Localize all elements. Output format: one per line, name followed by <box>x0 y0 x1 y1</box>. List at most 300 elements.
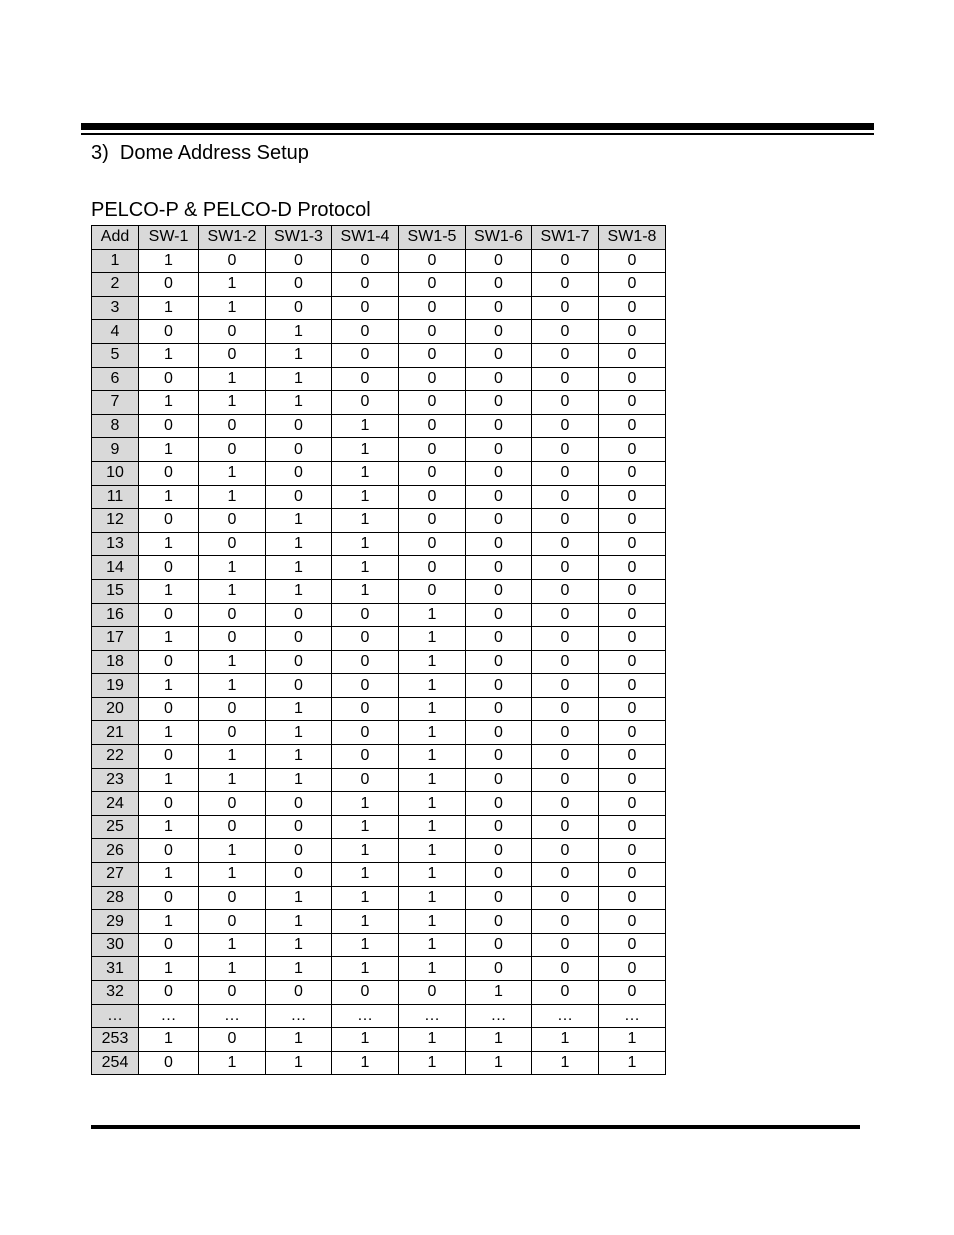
switch-cell: 0 <box>599 249 666 273</box>
column-header-sw1-4: SW1-4 <box>332 226 399 250</box>
switch-cell: 0 <box>599 815 666 839</box>
switch-cell: 1 <box>266 745 332 769</box>
switch-cell: 0 <box>199 627 266 651</box>
switch-cell: 1 <box>199 556 266 580</box>
switch-cell: 1 <box>332 863 399 887</box>
switch-cell: 0 <box>266 839 332 863</box>
switch-cell: 1 <box>139 1028 199 1052</box>
switch-cell: 0 <box>399 438 466 462</box>
switch-cell: 0 <box>532 579 599 603</box>
switch-cell: 0 <box>139 320 199 344</box>
switch-cell: 0 <box>466 414 532 438</box>
address-cell: 22 <box>92 745 139 769</box>
switch-cell: 0 <box>266 438 332 462</box>
column-header-sw1-8: SW1-8 <box>599 226 666 250</box>
table-row <box>92 296 666 320</box>
switch-cell: 0 <box>532 414 599 438</box>
switch-cell: 1 <box>466 981 532 1005</box>
switch-cell: 1 <box>399 886 466 910</box>
table-row <box>92 414 666 438</box>
switch-cell: 0 <box>532 603 599 627</box>
switch-cell: 1 <box>332 910 399 934</box>
switch-cell: 0 <box>399 249 466 273</box>
switch-cell: 0 <box>466 745 532 769</box>
switch-cell: 0 <box>599 721 666 745</box>
switch-cell: 1 <box>199 674 266 698</box>
switch-cell: 1 <box>399 815 466 839</box>
switch-cell: 0 <box>466 839 532 863</box>
switch-cell: 1 <box>139 343 199 367</box>
address-cell: 25 <box>92 815 139 839</box>
switch-cell: 0 <box>139 367 199 391</box>
switch-cell: 1 <box>332 461 399 485</box>
switch-cell: 1 <box>139 910 199 934</box>
switch-cell: 0 <box>466 674 532 698</box>
switch-cell: 0 <box>466 556 532 580</box>
switch-cell: 0 <box>532 367 599 391</box>
table-row <box>92 485 666 509</box>
switch-cell: … <box>199 1004 266 1028</box>
switch-cell: 0 <box>266 650 332 674</box>
switch-cell: 0 <box>466 627 532 651</box>
switch-cell: … <box>139 1004 199 1028</box>
table-row <box>92 981 666 1005</box>
switch-cell: 0 <box>466 391 532 415</box>
switch-cell: 0 <box>466 367 532 391</box>
switch-cell: 0 <box>599 509 666 533</box>
address-table <box>91 225 666 1075</box>
switch-cell: 1 <box>332 933 399 957</box>
switch-cell: 0 <box>399 391 466 415</box>
switch-cell: 0 <box>332 391 399 415</box>
switch-cell: 0 <box>332 745 399 769</box>
address-cell: 26 <box>92 839 139 863</box>
switch-cell: 0 <box>332 721 399 745</box>
switch-cell: 0 <box>199 249 266 273</box>
switch-cell: 1 <box>332 556 399 580</box>
switch-cell: 0 <box>599 273 666 297</box>
address-cell: 13 <box>92 532 139 556</box>
switch-cell: 0 <box>532 863 599 887</box>
table-row <box>92 792 666 816</box>
switch-cell: 0 <box>139 933 199 957</box>
column-header-sw1-5: SW1-5 <box>399 226 466 250</box>
switch-cell: 1 <box>266 1051 332 1075</box>
footer-rule <box>91 1125 860 1129</box>
table-caption: PELCO-P & PELCO-D Protocol <box>91 199 371 221</box>
switch-cell: 1 <box>199 957 266 981</box>
switch-cell: 0 <box>599 461 666 485</box>
switch-cell: 0 <box>599 745 666 769</box>
address-cell: 19 <box>92 674 139 698</box>
switch-cell: 1 <box>399 1051 466 1075</box>
switch-cell: 0 <box>532 745 599 769</box>
switch-cell: 1 <box>139 438 199 462</box>
switch-cell: 1 <box>199 579 266 603</box>
switch-cell: 0 <box>466 532 532 556</box>
switch-cell: 1 <box>139 579 199 603</box>
switch-cell: 0 <box>466 509 532 533</box>
switch-cell: 0 <box>532 343 599 367</box>
switch-cell: 1 <box>532 1028 599 1052</box>
switch-cell: 0 <box>399 414 466 438</box>
address-cell: 2 <box>92 273 139 297</box>
switch-cell: 1 <box>399 721 466 745</box>
switch-cell: 0 <box>139 981 199 1005</box>
table-row <box>92 863 666 887</box>
switch-cell: 1 <box>266 320 332 344</box>
switch-cell: 0 <box>599 886 666 910</box>
address-cell: 253 <box>92 1028 139 1052</box>
switch-cell: 0 <box>532 839 599 863</box>
switch-cell: 0 <box>466 933 532 957</box>
switch-cell: 0 <box>599 650 666 674</box>
switch-cell: 1 <box>332 414 399 438</box>
switch-cell: 0 <box>599 438 666 462</box>
switch-cell: 1 <box>199 485 266 509</box>
switch-cell: 1 <box>399 1028 466 1052</box>
address-cell: 30 <box>92 933 139 957</box>
switch-cell: 0 <box>532 249 599 273</box>
switch-cell: 0 <box>599 957 666 981</box>
switch-cell: 0 <box>532 697 599 721</box>
address-cell: … <box>92 1004 139 1028</box>
address-cell: 28 <box>92 886 139 910</box>
table-row <box>92 933 666 957</box>
switch-cell: 0 <box>139 603 199 627</box>
table-row <box>92 579 666 603</box>
switch-cell: 0 <box>599 768 666 792</box>
switch-cell: 1 <box>332 509 399 533</box>
switch-cell: 0 <box>266 414 332 438</box>
switch-cell: 0 <box>599 933 666 957</box>
switch-cell: 1 <box>139 815 199 839</box>
switch-cell: 1 <box>139 532 199 556</box>
switch-cell: 0 <box>466 485 532 509</box>
switch-cell: 1 <box>399 933 466 957</box>
address-cell: 14 <box>92 556 139 580</box>
switch-cell: 0 <box>532 320 599 344</box>
switch-cell: 0 <box>599 839 666 863</box>
switch-cell: 0 <box>532 532 599 556</box>
switch-cell: 0 <box>466 910 532 934</box>
switch-cell: 0 <box>332 296 399 320</box>
switch-cell: 0 <box>199 343 266 367</box>
switch-cell: 1 <box>199 650 266 674</box>
table-row <box>92 1004 666 1028</box>
switch-cell: 0 <box>266 981 332 1005</box>
switch-cell: 0 <box>466 886 532 910</box>
table-row <box>92 273 666 297</box>
switch-cell: 0 <box>599 296 666 320</box>
address-cell: 27 <box>92 863 139 887</box>
switch-cell: 1 <box>266 509 332 533</box>
switch-cell: 0 <box>599 320 666 344</box>
table-row <box>92 1051 666 1075</box>
address-cell: 24 <box>92 792 139 816</box>
table-body <box>92 249 666 1075</box>
switch-cell: 1 <box>599 1028 666 1052</box>
switch-cell: 1 <box>332 839 399 863</box>
switch-cell: 0 <box>266 485 332 509</box>
switch-cell: 1 <box>266 886 332 910</box>
switch-cell: 1 <box>199 863 266 887</box>
table-row <box>92 509 666 533</box>
address-cell: 32 <box>92 981 139 1005</box>
switch-cell: 1 <box>266 532 332 556</box>
switch-cell: 0 <box>532 933 599 957</box>
switch-cell: 1 <box>139 721 199 745</box>
switch-cell: 0 <box>199 603 266 627</box>
switch-cell: 0 <box>399 320 466 344</box>
switch-cell: 0 <box>599 556 666 580</box>
switch-cell: 0 <box>466 296 532 320</box>
switch-cell: 1 <box>399 863 466 887</box>
switch-cell: 1 <box>199 745 266 769</box>
switch-cell: 0 <box>466 273 532 297</box>
switch-cell: 0 <box>532 981 599 1005</box>
switch-cell: 0 <box>466 343 532 367</box>
switch-cell: 1 <box>266 367 332 391</box>
switch-cell: 1 <box>332 815 399 839</box>
switch-cell: 0 <box>399 461 466 485</box>
address-cell: 7 <box>92 391 139 415</box>
address-cell: 31 <box>92 957 139 981</box>
switch-cell: 1 <box>199 839 266 863</box>
switch-cell: 1 <box>399 768 466 792</box>
switch-cell: 0 <box>599 485 666 509</box>
column-header-sw1-2: SW1-2 <box>199 226 266 250</box>
switch-cell: 0 <box>266 815 332 839</box>
switch-cell: 0 <box>532 438 599 462</box>
switch-cell: 0 <box>532 391 599 415</box>
switch-cell: 1 <box>266 933 332 957</box>
switch-cell: 0 <box>332 768 399 792</box>
switch-cell: 1 <box>266 957 332 981</box>
switch-cell: 0 <box>466 461 532 485</box>
switch-cell: … <box>466 1004 532 1028</box>
switch-cell: 0 <box>599 627 666 651</box>
switch-cell: 0 <box>532 650 599 674</box>
switch-cell: 1 <box>332 792 399 816</box>
table-row <box>92 886 666 910</box>
switch-cell: 0 <box>139 792 199 816</box>
switch-cell: 1 <box>399 603 466 627</box>
switch-cell: 0 <box>466 249 532 273</box>
switch-cell: 1 <box>332 532 399 556</box>
switch-cell: 1 <box>332 886 399 910</box>
address-cell: 29 <box>92 910 139 934</box>
switch-cell: 1 <box>266 391 332 415</box>
switch-cell: 0 <box>399 485 466 509</box>
switch-cell: 1 <box>332 1028 399 1052</box>
column-header-sw1-7: SW1-7 <box>532 226 599 250</box>
switch-cell: 0 <box>532 674 599 698</box>
switch-cell: 0 <box>199 792 266 816</box>
switch-cell: 1 <box>199 367 266 391</box>
switch-cell: 1 <box>332 1051 399 1075</box>
switch-cell: 0 <box>532 556 599 580</box>
switch-cell: 0 <box>139 886 199 910</box>
switch-cell: 0 <box>139 697 199 721</box>
table-row <box>92 957 666 981</box>
table-row <box>92 343 666 367</box>
switch-cell: 0 <box>332 650 399 674</box>
switch-cell: 0 <box>199 910 266 934</box>
table-row <box>92 627 666 651</box>
switch-cell: 1 <box>139 674 199 698</box>
address-cell: 3 <box>92 296 139 320</box>
table-row <box>92 674 666 698</box>
address-cell: 10 <box>92 461 139 485</box>
switch-cell: 0 <box>332 320 399 344</box>
switch-cell: 0 <box>399 343 466 367</box>
switch-cell: 1 <box>466 1028 532 1052</box>
switch-cell: 0 <box>399 981 466 1005</box>
switch-cell: … <box>266 1004 332 1028</box>
column-header-sw1: SW-1 <box>139 226 199 250</box>
switch-cell: 0 <box>332 603 399 627</box>
switch-cell: 0 <box>139 745 199 769</box>
switch-cell: 0 <box>599 792 666 816</box>
switch-cell: 0 <box>266 674 332 698</box>
switch-cell: 0 <box>399 509 466 533</box>
switch-cell: 1 <box>532 1051 599 1075</box>
table-row <box>92 768 666 792</box>
switch-cell: 1 <box>199 933 266 957</box>
switch-cell: 0 <box>199 815 266 839</box>
switch-cell: 0 <box>332 697 399 721</box>
address-cell: 23 <box>92 768 139 792</box>
switch-cell: 0 <box>466 815 532 839</box>
table-row <box>92 367 666 391</box>
address-cell: 21 <box>92 721 139 745</box>
switch-cell: 1 <box>266 579 332 603</box>
switch-cell: 1 <box>399 957 466 981</box>
switch-cell: 0 <box>139 839 199 863</box>
table-header-row <box>92 226 666 250</box>
switch-cell: 1 <box>139 391 199 415</box>
switch-cell: 0 <box>532 957 599 981</box>
address-cell: 9 <box>92 438 139 462</box>
switch-cell: 0 <box>599 910 666 934</box>
address-cell: 17 <box>92 627 139 651</box>
switch-cell: 0 <box>532 721 599 745</box>
switch-cell: 0 <box>266 461 332 485</box>
switch-cell: 0 <box>532 627 599 651</box>
switch-cell: 0 <box>599 603 666 627</box>
switch-cell: 0 <box>399 556 466 580</box>
switch-cell: 0 <box>139 273 199 297</box>
switch-cell: 1 <box>399 745 466 769</box>
table-row <box>92 815 666 839</box>
switch-cell: 0 <box>199 981 266 1005</box>
switch-cell: 0 <box>399 296 466 320</box>
switch-cell: 0 <box>266 249 332 273</box>
switch-cell: 0 <box>466 792 532 816</box>
switch-cell: 1 <box>399 650 466 674</box>
address-cell: 16 <box>92 603 139 627</box>
switch-cell: 1 <box>139 296 199 320</box>
switch-cell: 1 <box>139 485 199 509</box>
switch-cell: 1 <box>139 768 199 792</box>
switch-cell: 0 <box>199 697 266 721</box>
table-row <box>92 721 666 745</box>
switch-cell: 1 <box>199 461 266 485</box>
switch-cell: 1 <box>266 721 332 745</box>
switch-cell: 0 <box>599 579 666 603</box>
switch-cell: 1 <box>199 391 266 415</box>
address-cell: 1 <box>92 249 139 273</box>
switch-cell: 0 <box>532 485 599 509</box>
switch-cell: 0 <box>466 438 532 462</box>
switch-cell: 0 <box>532 910 599 934</box>
switch-cell: 0 <box>466 957 532 981</box>
switch-cell: 1 <box>139 627 199 651</box>
address-cell: 15 <box>92 579 139 603</box>
switch-cell: 1 <box>266 697 332 721</box>
switch-cell: 0 <box>399 273 466 297</box>
switch-cell: 1 <box>139 957 199 981</box>
switch-cell: 0 <box>332 367 399 391</box>
table-row <box>92 603 666 627</box>
switch-cell: … <box>532 1004 599 1028</box>
switch-cell: 0 <box>532 815 599 839</box>
table-row <box>92 249 666 273</box>
address-cell: 20 <box>92 697 139 721</box>
switch-cell: 0 <box>399 579 466 603</box>
switch-cell: 1 <box>399 697 466 721</box>
switch-cell: 0 <box>266 603 332 627</box>
switch-cell: 0 <box>332 981 399 1005</box>
switch-cell: 0 <box>599 863 666 887</box>
switch-cell: 1 <box>399 627 466 651</box>
switch-cell: 1 <box>199 296 266 320</box>
switch-cell: 1 <box>399 792 466 816</box>
header-rule-thin <box>81 133 874 135</box>
switch-cell: 1 <box>466 1051 532 1075</box>
switch-cell: 0 <box>532 792 599 816</box>
switch-cell: 1 <box>332 438 399 462</box>
column-header-add: Add <box>92 226 139 250</box>
table-row <box>92 391 666 415</box>
address-cell: 12 <box>92 509 139 533</box>
switch-cell: 1 <box>332 579 399 603</box>
switch-cell: 0 <box>266 273 332 297</box>
switch-cell: 0 <box>599 697 666 721</box>
switch-cell: 0 <box>532 886 599 910</box>
table-row <box>92 839 666 863</box>
section-heading: 3) Dome Address Setup <box>91 142 309 164</box>
switch-cell: 0 <box>332 273 399 297</box>
switch-cell: 0 <box>466 579 532 603</box>
switch-cell: 0 <box>199 532 266 556</box>
switch-cell: 0 <box>599 414 666 438</box>
switch-cell: 0 <box>199 721 266 745</box>
switch-cell: 0 <box>139 461 199 485</box>
switch-cell: 0 <box>466 650 532 674</box>
switch-cell: … <box>332 1004 399 1028</box>
switch-cell: 0 <box>466 697 532 721</box>
switch-cell: 0 <box>266 863 332 887</box>
switch-cell: 0 <box>466 768 532 792</box>
switch-cell: 1 <box>199 1051 266 1075</box>
switch-cell: 0 <box>599 391 666 415</box>
switch-cell: 0 <box>466 603 532 627</box>
table-row <box>92 438 666 462</box>
switch-cell: 0 <box>399 367 466 391</box>
address-cell: 254 <box>92 1051 139 1075</box>
